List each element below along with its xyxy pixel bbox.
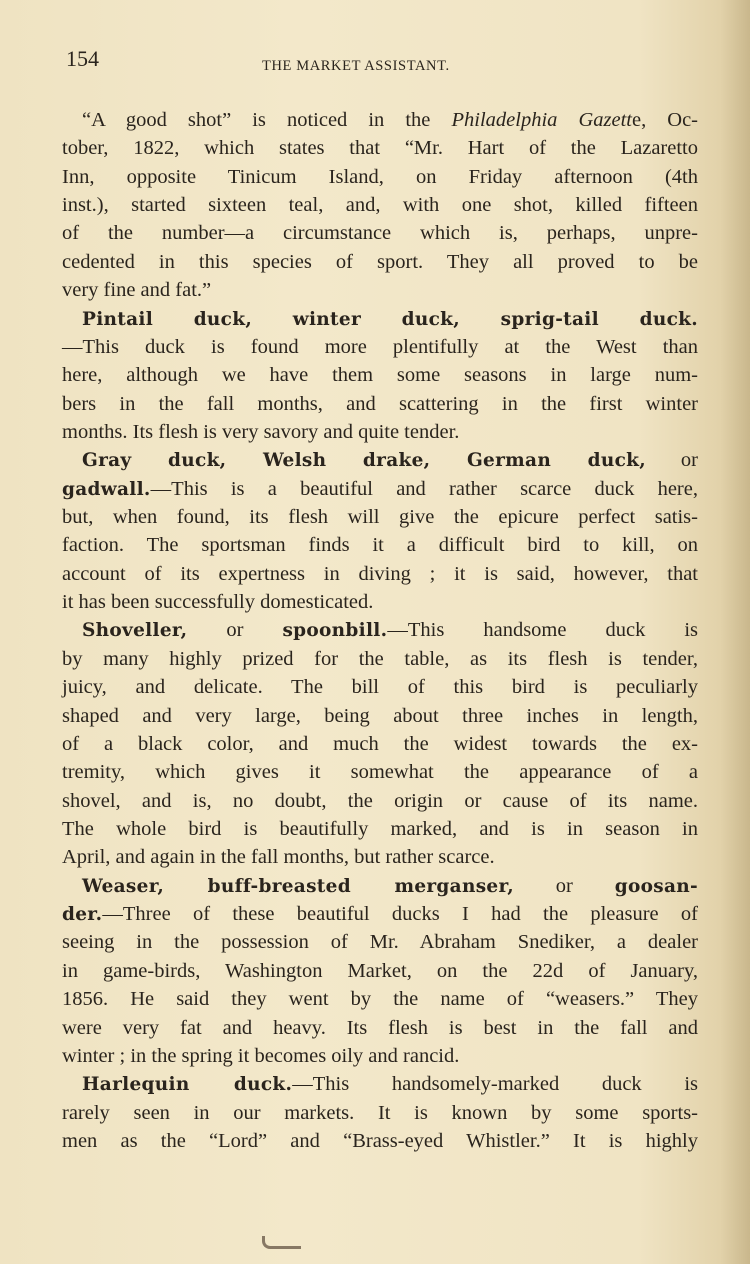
text-segment: or: [513, 874, 615, 897]
text-segment: very fine and fat.”: [62, 279, 212, 302]
text-segment: April, and again in the fall months, but rather scarce.: [62, 846, 495, 869]
text-segment: tremity, which gives it somewhat the appearance of a: [62, 761, 698, 784]
text-segment: or: [646, 449, 699, 472]
text-segment: juicy, and delicate. The bill of this bird is peculiarly: [62, 676, 698, 699]
text-line: [62, 248, 698, 276]
text-segment: —Three of these beautiful ducks I had the pleasure of: [102, 903, 698, 926]
text-segment: in game-birds, Washington Market, on the 22d of January,: [62, 959, 698, 982]
text-line: [62, 645, 698, 673]
entry-heading: Gray duck, Welsh drake, German duck,: [82, 450, 647, 472]
text-line: [62, 900, 698, 928]
text-segment: men as the “Lord” and “Brass-eyed Whistler.” It is highly: [62, 1129, 698, 1152]
entry-heading: goosan-: [614, 875, 698, 897]
text-line: [62, 1070, 698, 1098]
text-segment: The whole bird is beautifully marked, and is in season in: [62, 817, 698, 840]
page-number: 154: [66, 46, 99, 71]
text-line: [62, 673, 698, 701]
text-line: [62, 616, 698, 644]
text-segment: months. Its flesh is very savory and quite tender.: [62, 420, 460, 443]
text-segment: account of its expertness in diving ; it is said, however, that: [62, 562, 698, 585]
entry-heading: Shoveller,: [82, 620, 188, 642]
text-segment: —This handsomely-marked duck is: [292, 1073, 698, 1096]
text-segment: shaped and very large, being about three inches in length,: [62, 704, 698, 727]
text-segment: —This is a beautiful and rather scarce duck here,: [150, 477, 698, 500]
text-segment: seeing in the possession of Mr. Abraham Snediker, a dealer: [62, 931, 698, 954]
text-line: [62, 1014, 698, 1042]
text-line: [62, 560, 698, 588]
entry-heading: Harlequin duck.: [82, 1074, 293, 1096]
text-segment: of the number—a circumstance which is, perhaps, unpre-: [62, 222, 698, 245]
text-segment: —This handsome duck is: [387, 619, 698, 642]
text-line: [62, 134, 698, 162]
ink-mark: [262, 1236, 301, 1249]
text-line: [62, 163, 698, 191]
text-line: [62, 1127, 698, 1155]
text-line: [62, 503, 698, 531]
text-segment: by many highly prized for the table, as its flesh is tender,: [62, 647, 698, 670]
text-segment: 1856. He said they went by the name of “weasers.” They: [62, 988, 698, 1011]
text-line: [62, 985, 698, 1013]
running-head: THE MARKET ASSISTANT.: [262, 58, 450, 74]
entry-heading: Pintail duck, winter duck, sprig-tail duck.: [82, 308, 698, 330]
text-segment: it has been successfully domesticated.: [62, 591, 374, 614]
text-segment: shovel, and is, no doubt, the origin or cause of its name.: [62, 789, 698, 812]
text-line: [62, 446, 698, 474]
text-segment: cedented in this species of sport. They all proved to be: [62, 250, 698, 273]
text-line: [62, 333, 698, 361]
text-line: [62, 588, 698, 616]
text-line: [62, 1099, 698, 1127]
text-line: [62, 276, 698, 304]
entry-heading: gadwall.: [62, 478, 151, 500]
text-line: [62, 305, 698, 333]
text-segment: here, although we have them some seasons in large num-: [62, 364, 698, 387]
entry-heading: der.: [62, 904, 103, 926]
text-segment: were very fat and heavy. Its flesh is best in the fall and: [62, 1016, 698, 1039]
text-line: [62, 872, 698, 900]
entry-heading: spoonbill.: [282, 620, 388, 642]
text-segment: or: [187, 619, 283, 642]
text-line: [62, 928, 698, 956]
text-segment: “A good shot” is noticed in the: [82, 109, 452, 131]
text-line: [62, 957, 698, 985]
text-line: [62, 702, 698, 730]
text-line: [62, 361, 698, 389]
text-line: [62, 418, 698, 446]
text-segment: winter ; in the spring it becomes oily and rancid.: [62, 1044, 460, 1067]
italic-text: Philadelphia Gazett: [451, 109, 632, 131]
text-line: [62, 106, 698, 134]
text-line: [62, 531, 698, 559]
text-line: [62, 758, 698, 786]
text-segment: tober, 1822, which states that “Mr. Hart of the Lazaretto: [62, 137, 698, 160]
text-segment: —This duck is found more plentifully at the West than: [62, 335, 698, 358]
text-segment: of a black color, and much the widest towards the ex-: [62, 732, 698, 755]
text-segment: inst.), started sixteen teal, and, with one shot, killed fifteen: [62, 194, 698, 217]
text-segment: rarely seen in our markets. It is known by some sports-: [62, 1101, 698, 1124]
entry-heading: Weaser, buff-breasted merganser,: [82, 875, 514, 897]
text-segment: but, when found, its flesh will give the epicure perfect satis-: [62, 506, 698, 529]
text-segment: e, Oc-: [631, 109, 698, 131]
text-segment: bers in the fall months, and scattering in the first winter: [62, 392, 698, 415]
text-line: [62, 1042, 698, 1070]
text-line: [62, 390, 698, 418]
text-line: [62, 787, 698, 815]
page-body: [62, 106, 698, 1155]
text-line: [62, 219, 698, 247]
text-line: [62, 475, 698, 503]
text-line: [62, 843, 698, 871]
text-segment: faction. The sportsman finds it a difficult bird to kill, on: [62, 534, 698, 557]
text-segment: Inn, opposite Tinicum Island, on Friday afternoon (4th: [62, 165, 698, 188]
text-line: [62, 730, 698, 758]
text-line: [62, 191, 698, 219]
text-line: [62, 815, 698, 843]
